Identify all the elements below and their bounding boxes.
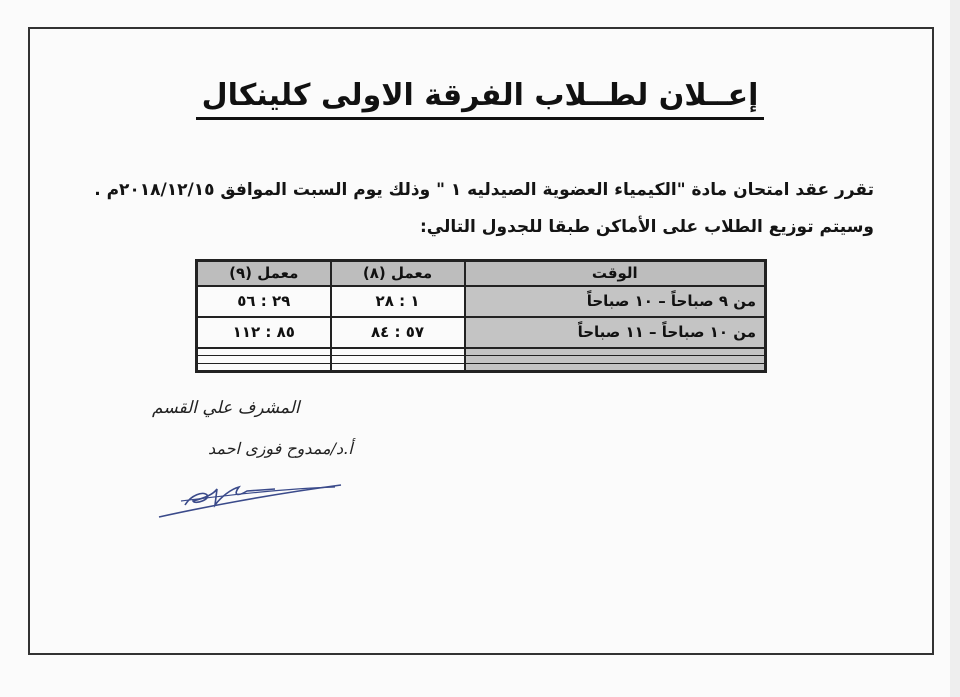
row-lab-9: ٢٩ : ٥٦: [197, 286, 331, 317]
exam-announcement-line: تقرر عقد امتحان مادة "الكيمياء العضوية الصيدليه ١ " وذلك يوم السبت الموافق ٢٠١٨/١٢/١٥م .: [94, 180, 874, 200]
row-lab-8: ١ : ٢٨: [331, 286, 465, 317]
empty-cell: [465, 364, 766, 372]
announcement-title-text: إعــلان لطــلاب الفرقة الاولى كلينكال: [196, 78, 765, 120]
scan-edge: [950, 0, 960, 697]
table-row: [197, 317, 766, 348]
empty-cell: [465, 356, 766, 364]
header-lab-9: معمل (٩): [197, 261, 331, 286]
supervisor-label: المشرف علي القسم: [152, 398, 300, 418]
empty-cell: [197, 364, 331, 372]
empty-cell: [197, 348, 331, 356]
empty-cell: [465, 348, 766, 356]
empty-cell: [331, 356, 465, 364]
empty-cell: [197, 356, 331, 364]
schedule-table: [195, 259, 767, 373]
announcement-title: [0, 78, 960, 120]
row-lab-8: ٥٧ : ٨٤: [331, 317, 465, 348]
distribution-line: وسيتم توزيع الطلاب على الأماكن طبقا للجدول التالي:: [419, 217, 874, 237]
handwritten-signature: [155, 465, 345, 525]
header-time: الوقت: [465, 261, 766, 286]
empty-row: [197, 348, 766, 356]
professor-name: أ.د/ممدوح فوزى احمد: [208, 439, 353, 458]
row-lab-9: ٨٥ : ١١٢: [197, 317, 331, 348]
header-lab-8: معمل (٨): [331, 261, 465, 286]
table-row: [197, 286, 766, 317]
table-header-row: [197, 261, 766, 286]
empty-cell: [331, 364, 465, 372]
empty-row: [197, 356, 766, 364]
empty-cell: [331, 348, 465, 356]
empty-row: [197, 364, 766, 372]
row-time: من ١٠ صباحاً – ١١ صباحاً: [465, 317, 766, 348]
row-time: من ٩ صباحاً – ١٠ صباحاً: [465, 286, 766, 317]
